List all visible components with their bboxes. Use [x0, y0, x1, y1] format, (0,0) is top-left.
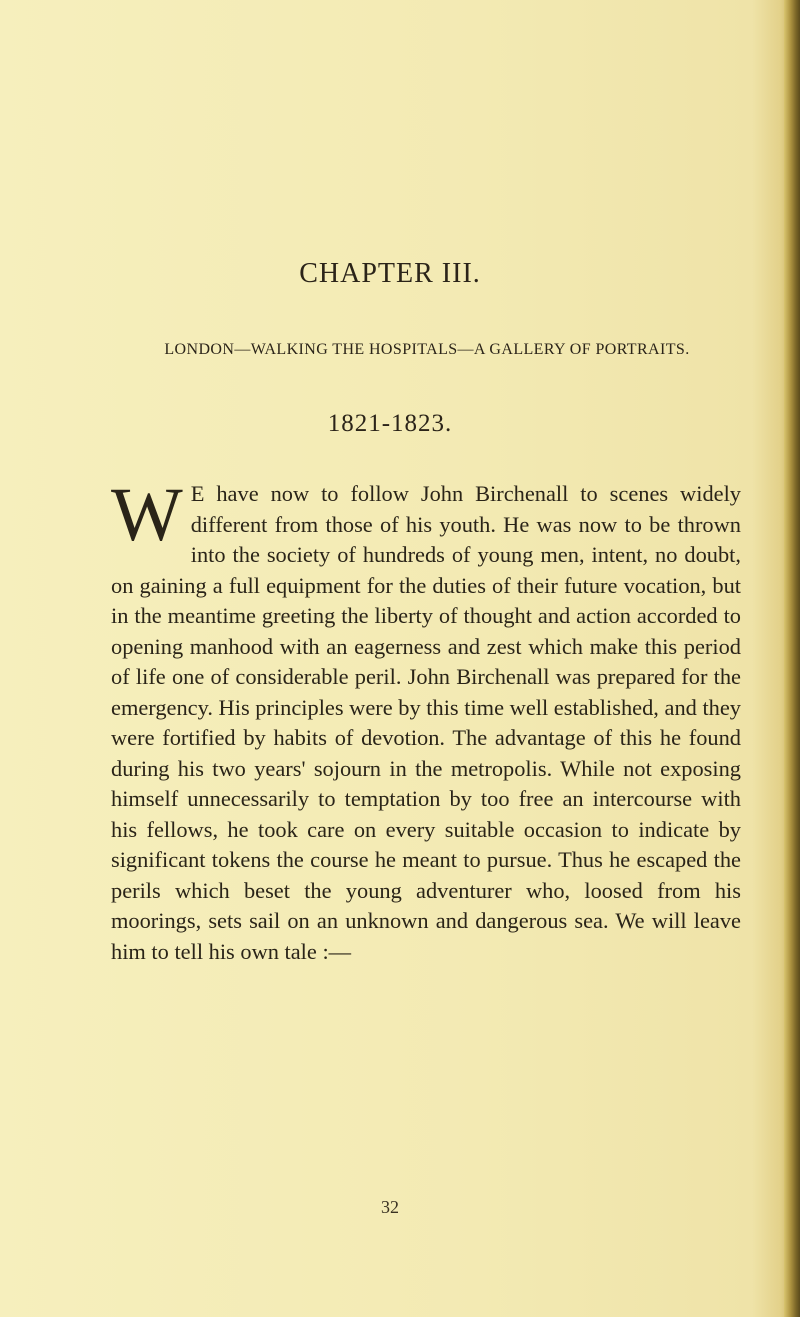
page-number: 32 — [381, 1197, 399, 1217]
chapter-years: 1821-1823. — [327, 410, 453, 437]
chapter-subtitle: LONDON—WALKING THE HOSPITALS—A GALLERY OF PORTRAITS. — [164, 341, 690, 358]
body-paragraph — [111, 473, 741, 967]
page-edge — [784, 0, 800, 1317]
chapter-title: CHAPTER III. — [299, 258, 481, 289]
body-text: E have now to follow John Birchenall to scenes widely different from those of his youth. He was now to be thrown into the society of hundreds of young men, intent, no doubt, on gaining a full equipment for the duties of their future vocation, but in the meantime greeting the liberty of thought and action accorded to opening manhood with an eagerness and zest which make this period of life one of considerable peril. John Birchenall was prepared for the emergency. His principles were by this time well established, and they were fortified by habits of devotion. The advantage of this he found during his two years' sojourn in the metropolis. While not exposing himself unnecessarily to temptation by too free an intercourse with his fellows, he took care on every suitable occasion to indicate by significant tokens the course he meant to pursue. Thus he escaped the perils which beset the young adventurer who, loosed from his moorings, sets sail on an unknown and dangerous sea. We will leave him to tell his own tale :— — [111, 481, 741, 964]
drop-cap: W — [111, 473, 183, 557]
